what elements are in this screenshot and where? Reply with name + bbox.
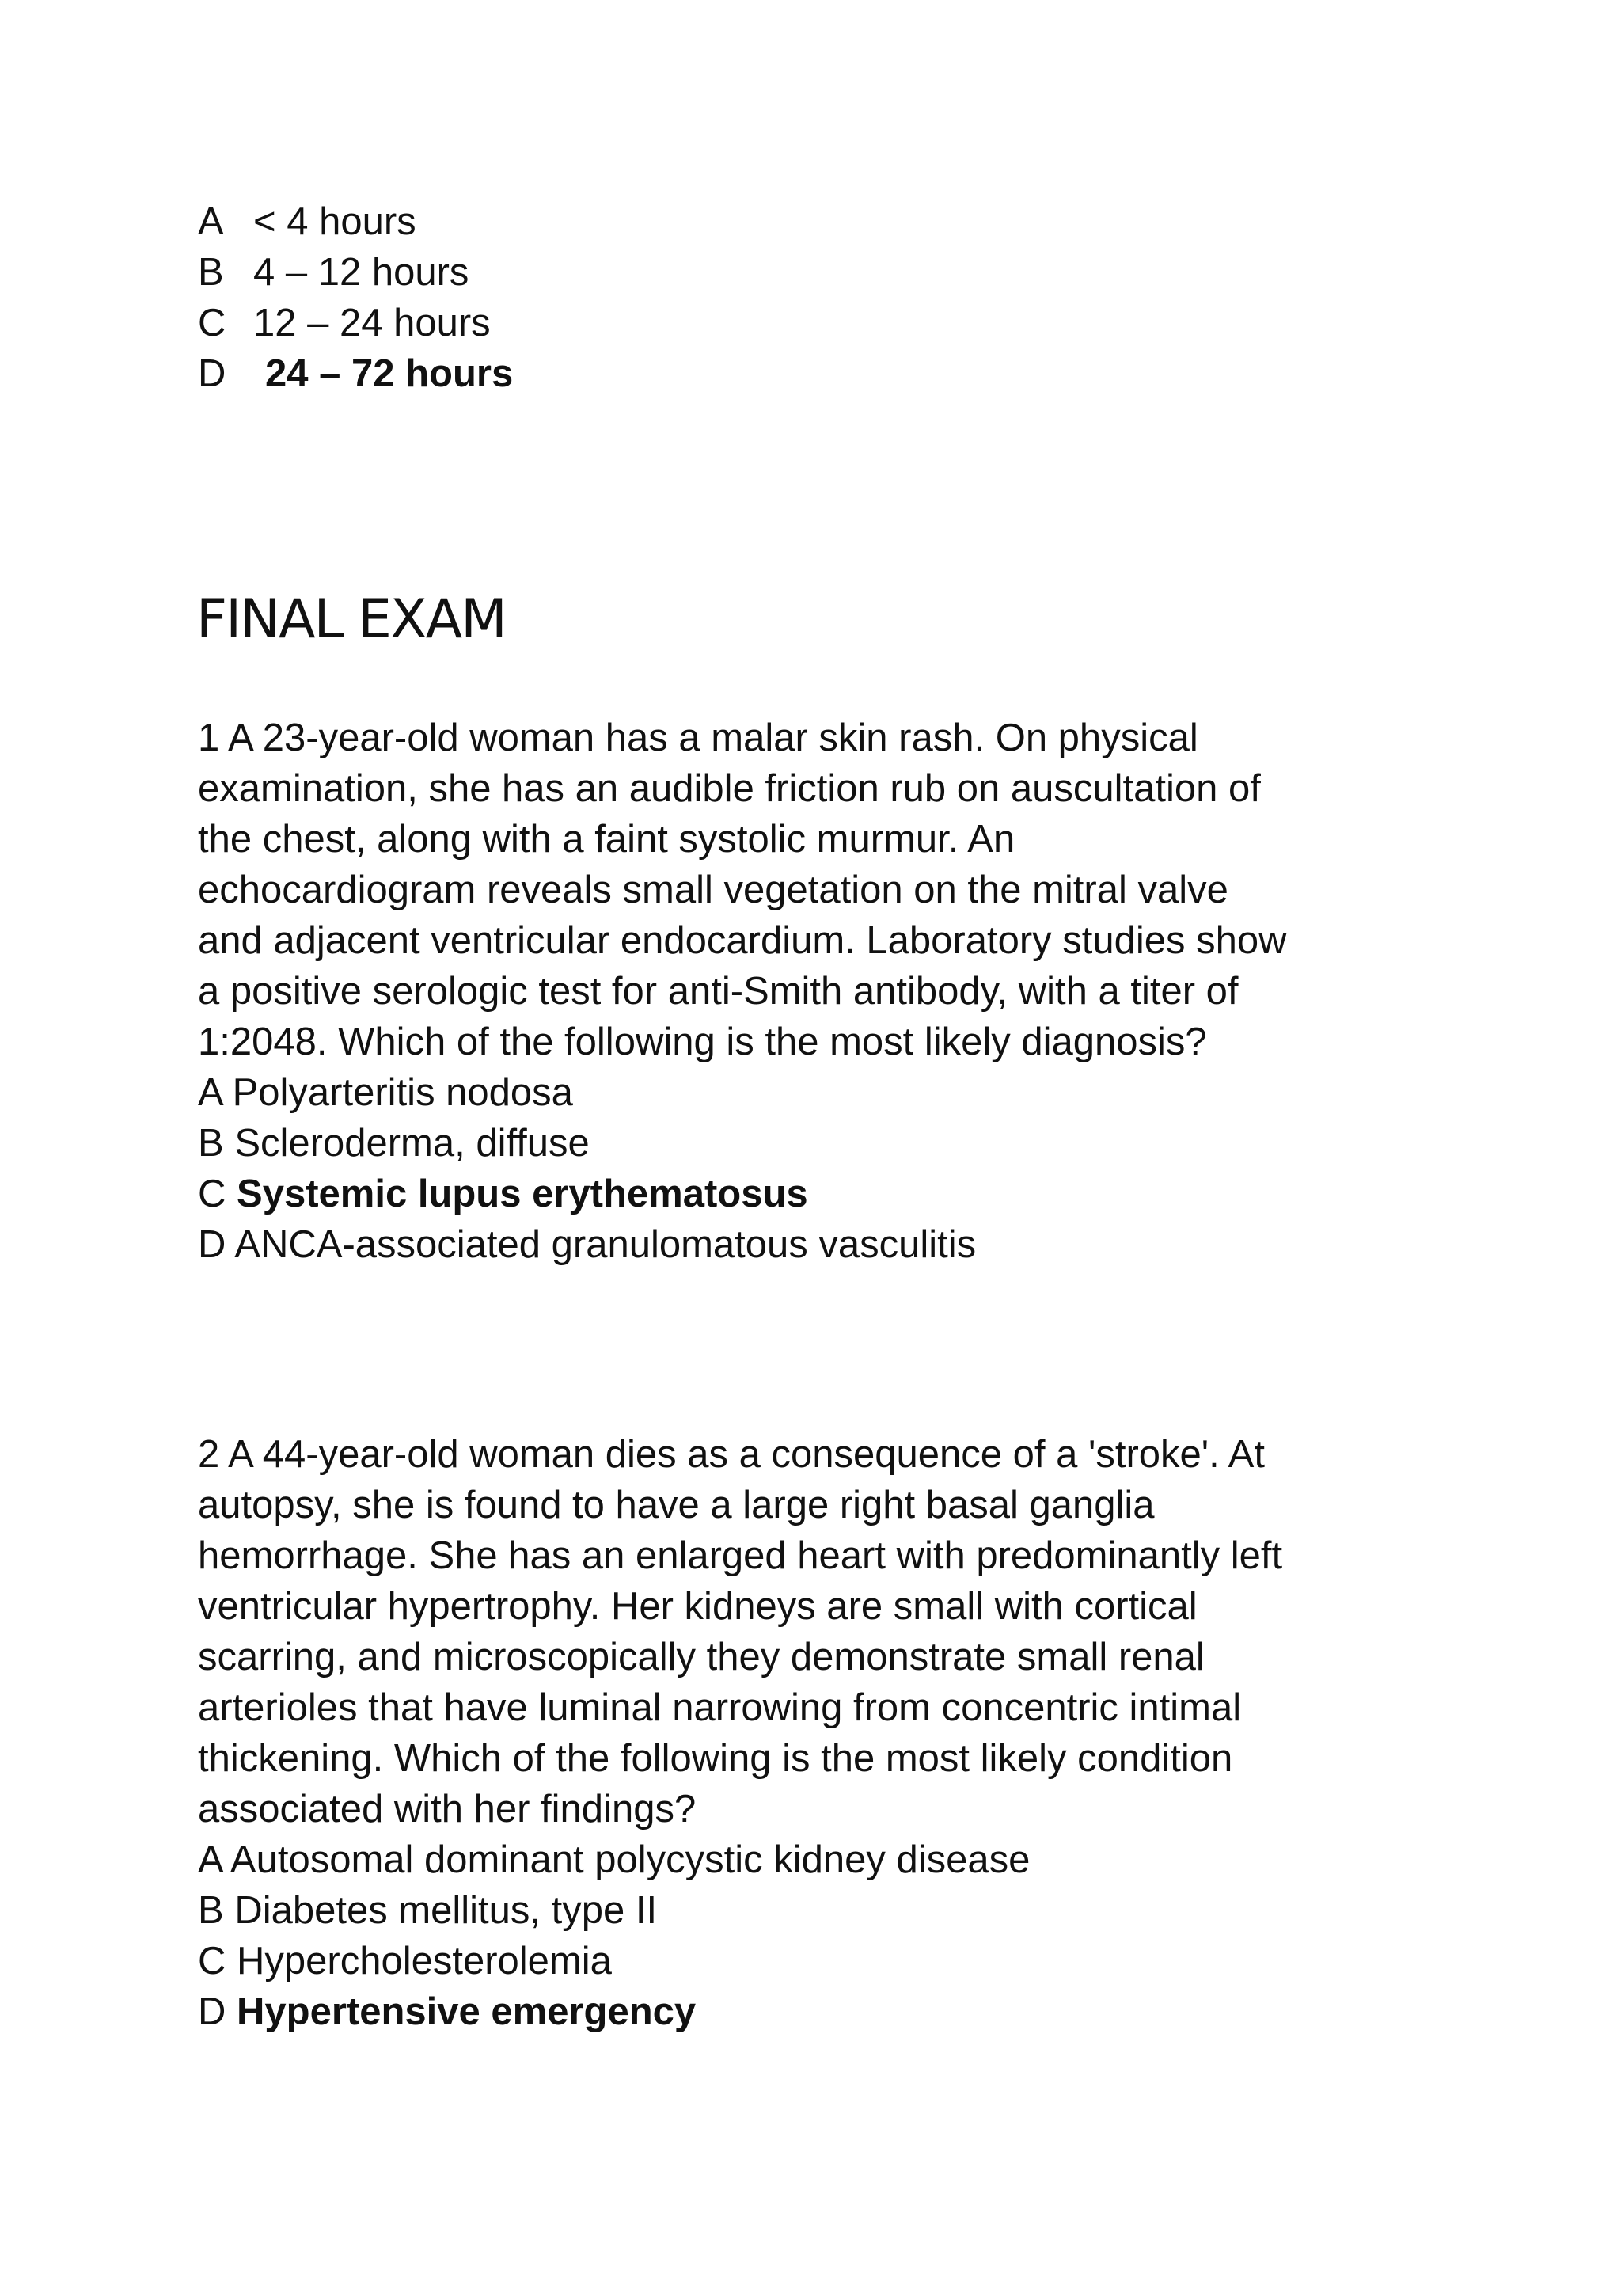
option-text: Polyarteritis nodosa: [232, 1071, 573, 1114]
option-row: [198, 1118, 590, 1169]
option-row: [198, 196, 416, 247]
option-letter: C: [198, 1940, 226, 1982]
option-text: Diabetes mellitus, type II: [234, 1889, 658, 1932]
question-stem-line: hemorrhage. She has an enlarged heart with predominantly left: [198, 1534, 1283, 1577]
option-text: Autosomal dominant polycystic kidney disease: [230, 1838, 1031, 1881]
option-row: [198, 247, 469, 298]
section-heading: FINAL EXAM: [196, 588, 506, 651]
option-row-correct: [198, 1169, 808, 1219]
option-row: [198, 1219, 976, 1270]
option-row: [198, 1067, 573, 1118]
option-row: [198, 298, 491, 348]
question-stem-line: 1:2048. Which of the following is the most likely diagnosis?: [198, 1021, 1207, 1063]
question-stem-line: the chest, along with a faint systolic murmur. An: [198, 818, 1015, 861]
option-letter: A: [198, 1838, 222, 1881]
option-letter: B: [198, 1889, 224, 1932]
question-stem-line: a positive serologic test for anti-Smith antibody, with a titer of: [198, 970, 1239, 1013]
question-stem-line: ventricular hypertrophy. Her kidneys are small with cortical: [198, 1585, 1198, 1628]
option-letter: D: [198, 352, 226, 395]
question-stem-line: autopsy, she is found to have a large right basal ganglia: [198, 1484, 1155, 1526]
option-text: < 4 hours: [253, 200, 416, 243]
option-text: 12 – 24 hours: [253, 302, 491, 344]
option-letter: D: [198, 1990, 226, 2033]
option-letter: B: [198, 251, 224, 294]
option-letter: C: [198, 1173, 226, 1215]
option-text: Scleroderma, diffuse: [234, 1122, 590, 1165]
question-stem-line: scarring, and microscopically they demonstrate small renal: [198, 1636, 1205, 1678]
option-row: [198, 1834, 1030, 1885]
option-row: [198, 1936, 612, 1986]
question-stem-line: 1 A 23-year-old woman has a malar skin rash. On physical: [198, 717, 1198, 759]
question-stem-line: echocardiogram reveals small vegetation on the mitral valve: [198, 869, 1228, 911]
question-stem-line: arterioles that have luminal narrowing from concentric intimal: [198, 1686, 1242, 1729]
option-text: 4 – 12 hours: [253, 251, 469, 294]
option-letter: D: [198, 1223, 226, 1266]
option-row-correct: [198, 348, 513, 399]
question-stem-line: and adjacent ventricular endocardium. Laboratory studies show: [198, 919, 1287, 962]
option-letter: C: [198, 302, 226, 344]
question-stem-line: 2 A 44-year-old woman dies as a consequence of a 'stroke'. At: [198, 1433, 1265, 1476]
question-stem-line: associated with her findings?: [198, 1788, 697, 1830]
question-stem-line: thickening. Which of the following is the most likely condition: [198, 1737, 1233, 1780]
option-text-correct: 24 – 72 hours: [265, 352, 514, 395]
option-text-correct: Hypertensive emergency: [237, 1990, 697, 2033]
option-row: [198, 1885, 657, 1936]
option-text: Hypercholesterolemia: [237, 1940, 612, 1982]
option-letter: A: [198, 1071, 222, 1114]
option-letter: B: [198, 1122, 224, 1165]
option-text: ANCA-associated granulomatous vasculitis: [234, 1223, 977, 1266]
question-stem-line: examination, she has an audible friction rub on auscultation of: [198, 767, 1261, 810]
option-row-correct: [198, 1986, 696, 2037]
option-text-correct: Systemic lupus erythematosus: [237, 1173, 808, 1215]
option-letter: A: [198, 200, 224, 243]
